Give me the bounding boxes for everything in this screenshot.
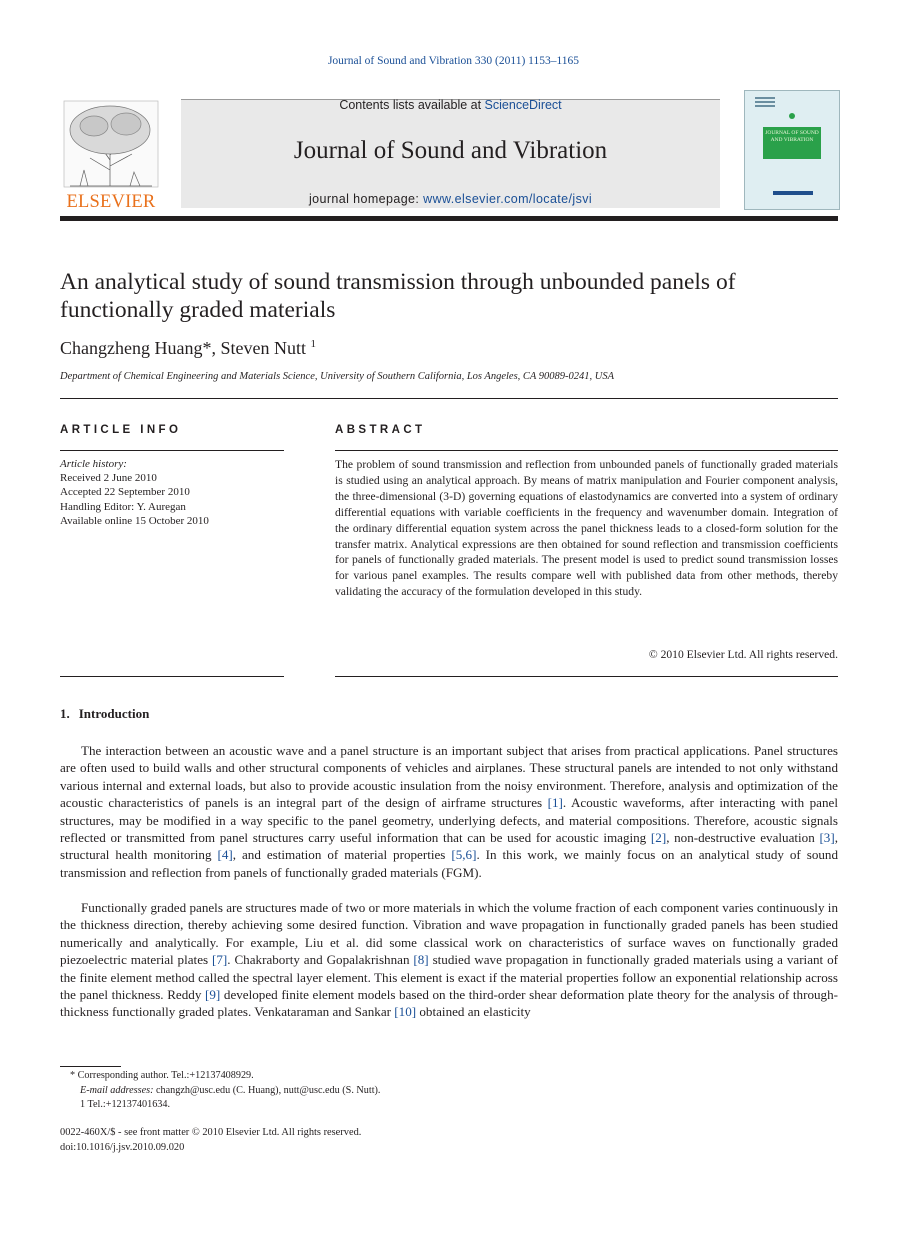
text-run: . Acoustic waveforms, after interacting with panel structures, may be modified in a way specific to the panel geometry, underlying defects, and material compositions. Therefore, acoustic signals reflected or transmitted from panel structures carry useful information that can be used for acoustic imaging (60, 795, 838, 846)
author-1[interactable]: Changzheng Huang (60, 338, 203, 358)
elsevier-wordmark: ELSEVIER (66, 192, 156, 210)
homepage-prefix: journal homepage: (308, 192, 424, 206)
history-label: Article history: (60, 458, 127, 470)
footnote-emails (70, 1084, 380, 1099)
author-2[interactable]: Steven Nutt (220, 338, 306, 358)
elsevier-tree-icon (60, 100, 162, 210)
text-run: Functionally graded panels are structures made of two or more materials in which the volume fraction of each component varies continuously in the thickness direction, thereby achieving some desired function. Vibration and wave propagation in functionally graded panels has been studied numerically and analytically. For example, Liu et al. did some classical work on characteristics of surface waves on functionally graded piezoelectric material plates (60, 900, 838, 968)
section-heading (60, 706, 149, 722)
footnote-rule (60, 1066, 121, 1067)
homepage-line (181, 192, 720, 206)
text-run: studied wave propagation in functionally graded materials using a variant of the finite element method called the spectral layer element. This element is exact if the material properties follow an exponential relationship across the panel thickness. Reddy (60, 952, 838, 1003)
intro-paragraph-1 (60, 742, 838, 881)
abstract-rule-bottom (335, 676, 838, 677)
history-editor: Handling Editor: Y. Auregan (60, 500, 186, 513)
author-list (60, 338, 316, 359)
cover-title-block: JOURNAL OF SOUND AND VIBRATION (763, 127, 821, 159)
text-run: The interaction between an acoustic wave and a panel structure is an important subject that arises from practical applications. Panel structures are often used to build walls and other structural components of vehicles and airplanes. These structural panels are intended to not only withstand various internal and external loads, but also to provide acoustic insulation from the noisy environment. Therefore, analysis and optimization of the acoustic characteristics of panels is an integral part of the design of airframe structures (60, 743, 838, 811)
homepage-link[interactable]: www.elsevier.com/locate/jsvi (423, 192, 593, 206)
citation-link[interactable]: [7] (212, 952, 228, 968)
citation-link[interactable]: [9] (205, 987, 221, 1003)
cover-logo-icon (789, 113, 795, 119)
citation-link[interactable]: [2] (650, 830, 667, 846)
section-number: 1. (60, 706, 70, 721)
citation-link[interactable]: [3] (819, 830, 835, 846)
journal-cover-thumbnail[interactable] (744, 90, 840, 210)
article-history (60, 457, 209, 528)
contents-line (181, 98, 720, 112)
text-run: developed finite element models based on the third-order shear deformation plate theory for the analysis of through-thickness functionally graded plates. Venkataraman and Sankar (60, 987, 838, 1020)
author-1-mark[interactable]: * (202, 338, 212, 358)
journal-citation[interactable]: Journal of Sound and Vibration 330 (2011) 1153–1165 (327, 55, 580, 67)
doi[interactable]: doi:10.1016/j.jsv.2010.09.020 (60, 1142, 185, 1153)
history-received: Received 2 June 2010 (60, 472, 157, 485)
email-text[interactable]: changzh@usc.edu (C. Huang), nutt@usc.edu (S. Nutt). (153, 1084, 381, 1096)
citation-link[interactable]: [10] (394, 1004, 417, 1020)
citation-link[interactable]: [1] (547, 795, 563, 811)
text-run: , structural health monitoring (60, 830, 838, 863)
header-divider (60, 216, 838, 221)
abstract-rule-top (335, 450, 838, 451)
text-run: . Chakraborty and Gopalakrishnan (227, 952, 414, 968)
citation-link[interactable]: [8] (413, 952, 429, 968)
contents-prefix: Contents lists available at (339, 98, 485, 112)
citation-link[interactable]: [5,6] (451, 847, 477, 863)
section-title: Introduction (78, 706, 150, 721)
text-run: , non-destructive evaluation (666, 830, 820, 846)
front-matter (60, 1125, 361, 1155)
author-2-mark[interactable]: 1 (310, 338, 316, 350)
history-accepted: Accepted 22 September 2010 (60, 486, 190, 499)
cover-publisher-mark (773, 191, 813, 195)
abstract-heading: ABSTRACT (335, 424, 426, 436)
text-run: obtained an elasticity (416, 1004, 531, 1020)
cover-text-lines (755, 97, 775, 109)
front-matter-line: 0022-460X/$ - see front matter © 2010 Elsevier Ltd. All rights reserved. (60, 1127, 362, 1138)
paper-title: An analytical study of sound transmission through unbounded panels of functionally graded materials (60, 269, 736, 323)
affiliation: Department of Chemical Engineering and Materials Science, University of Southern California, Los Angeles, CA 90089-0241, USA (60, 371, 615, 382)
footnote-1: 1 Tel.:+12137401634. (80, 1099, 171, 1111)
article-info-rule-bottom (60, 676, 284, 677)
sciencedirect-link[interactable]: ScienceDirect (484, 98, 562, 112)
article-info-heading: ARTICLE INFO (60, 424, 182, 436)
elsevier-logo (60, 100, 162, 210)
title-divider (60, 398, 838, 399)
history-online: Available online 15 October 2010 (60, 514, 209, 527)
intro-paragraph-2 (60, 899, 838, 1021)
author-separator: , (211, 338, 221, 358)
text-run: . In this work, we mainly focus on an analytical study of sound transmission and reflection from panels of functionally graded materials (FGM). (60, 847, 839, 880)
abstract-text: The problem of sound transmission and reflection from unbounded panels of functionally graded materials is studied using an analytical approach. By means of matrix manipulation and Fourier component analysis, the three-dimensional (3-D) governing equations of elastodynamics are converted into a system of ordinary differential equations with variable coefficients in the frequency and wavenumber domain. Integration of the ordinary differential equation system across the panel thickness leads to a closed-form solution for the transfer matrix. Analytical expressions are then obtained for sound reflection and transmission coefficients for panels of functionally graded materials. The present model is used to predict sound transmission losses for various panel examples. The results compare well with published data from other methods, thereby validating the accuracy of the formulation developed in this study. (335, 458, 838, 599)
journal-title: Journal of Sound and Vibration (293, 137, 608, 164)
article-info-rule-top (60, 450, 284, 451)
footnote-corresponding: * Corresponding author. Tel.:+12137408929. (70, 1070, 254, 1081)
email-label: E-mail addresses: (80, 1084, 154, 1096)
citation-link[interactable]: [4] (217, 847, 233, 863)
footnotes (60, 1069, 380, 1113)
abstract-copyright: © 2010 Elsevier Ltd. All rights reserved. (648, 648, 838, 661)
text-run: , and estimation of material properties (232, 847, 452, 863)
